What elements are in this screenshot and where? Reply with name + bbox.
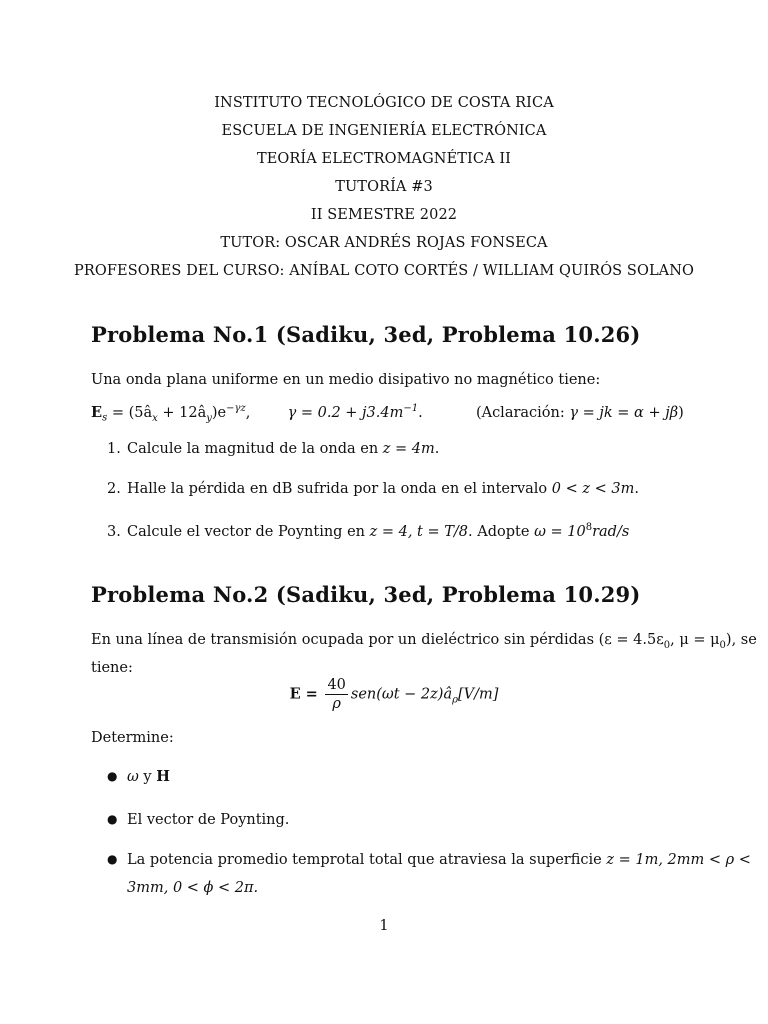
bullet-icon: ● (107, 812, 118, 826)
bullet-icon: ● (107, 852, 118, 866)
header-professors: PROFESORES DEL CURSO: ANÍBAL COTO CORTÉS / WILLIAM QUIRÓS SOLANO (73, 263, 695, 279)
bullet-math: ω (127, 769, 139, 785)
problem2-title: Problema No.2 (Sadiku, 3ed, Problema 10.29) (91, 582, 641, 607)
list-item (107, 522, 629, 540)
document-header (0, 92, 768, 288)
item-number: 2. (107, 481, 121, 497)
item-math-units: rad/s (592, 523, 630, 540)
rho-subscript: ρ (452, 694, 458, 706)
page-number: 1 (379, 918, 389, 934)
bullet-math-continued: 3mm, 0 < ϕ < 2π. (127, 880, 259, 896)
intro-mid: , μ = μ (670, 632, 720, 648)
fraction-denominator: ρ (332, 696, 341, 712)
field-rhs-part3: )e (211, 404, 227, 421)
header-institution: INSTITUTO TECNOLÓGICO DE COSTA RICA (214, 95, 554, 111)
clarification-math: γ = jk = α + jβ (569, 404, 679, 421)
item-tail: . Adopte (468, 523, 535, 540)
field-rhs: = ($5â_x$ + $12â_y)e^{-\gamma z}$, (111, 403, 251, 424)
field-subscript: s (102, 412, 108, 424)
fraction-numerator: 40 (327, 677, 346, 693)
item-number: 1. (107, 441, 121, 457)
bullet-icon: ● (107, 769, 118, 783)
field-exponent: −γz (226, 403, 246, 414)
mu-subscript: 0 (719, 639, 726, 651)
x-sub: x (152, 412, 158, 424)
equation-rhs: sen(ωt − 2z)â (350, 686, 453, 703)
gamma-equation (288, 405, 419, 421)
bullet-text: y (138, 769, 157, 785)
problem2-intro-line2: tiene: (91, 660, 133, 676)
item-tail: . (434, 441, 440, 457)
item-superscript: 8 (585, 522, 593, 533)
header-tutorial: TUTORÍA #3 (335, 179, 433, 195)
y-sub: y (206, 412, 212, 424)
bullet-bold: H (156, 768, 170, 785)
header-semester: II SEMESTRE 2022 (310, 207, 458, 223)
gamma-value: γ = 0.2 + j3.4m (287, 404, 404, 421)
list-item (107, 805, 680, 834)
problem1-equation: $E_s$ = ($5â_x$ + $12â_y)e^{-\gamma z}$, $\gamma = 0.2 + j3.4m^{-1}$. (Aclaración: γ = jk = α + jβ) (91, 403, 684, 424)
bullet-math: z = 1m, 2mm < ρ < (606, 852, 751, 868)
fraction (325, 676, 347, 713)
gamma-exponent: −1 (403, 403, 419, 414)
bullet-text: El vector de Poynting. (127, 812, 290, 828)
list-item (107, 441, 439, 457)
item-math-omega: ω = 10 (534, 523, 586, 540)
intro-text: En una línea de transmisión ocupada por un dieléctrico sin pérdidas (ε = 4.5ε (91, 632, 664, 648)
item-text: Calcule el vector de Poynting en (127, 523, 370, 540)
clarification: (Aclaración: γ = jk = α + jβ) (475, 404, 684, 421)
item-math: 0 < z < 3m (551, 481, 635, 497)
list-item (107, 845, 751, 902)
item-text: Calcule la magnitud de la onda en (127, 441, 383, 457)
field-rhs-part1: = (5â (111, 404, 153, 421)
header-course: TEORÍA ELECTROMAGNÉTICA II (256, 151, 512, 167)
bullet-text: La potencia promedio temprotal total que atraviesa la superficie (127, 852, 607, 868)
item-tail: . (634, 481, 639, 497)
equation-units: [V/m] (457, 686, 499, 703)
problem1-intro: Una onda plana uniforme en un medio disipativo no magnético tiene: (91, 372, 601, 388)
intro-end: ), se (725, 632, 757, 648)
field-rhs-part2: + 12â (157, 404, 207, 421)
header-school: ESCUELA DE INGENIERÍA ELECTRÓNICA (221, 123, 547, 139)
item-number: 3. (107, 523, 121, 540)
item-text: Halle la pérdida en dB sufrida por la onda en el intervalo (127, 481, 552, 497)
problem2-equation (0, 676, 768, 713)
header-tutor: TUTOR: OSCAR ANDRÉS ROJAS FONSECA (220, 235, 548, 251)
list-item (107, 481, 639, 497)
list-item (107, 762, 680, 791)
field-symbol: E (91, 403, 103, 421)
clarification-label: (Aclaración: (475, 404, 570, 421)
epsilon-subscript: 0 (663, 639, 671, 651)
item-math: z = 4, t = T/8 (369, 523, 469, 540)
item-math: z = 4m (382, 441, 435, 457)
equation-lhs: E = (289, 685, 318, 703)
problem1-title: Problema No.1 (Sadiku, 3ed, Problema 10.26) (91, 322, 641, 347)
determine-label: Determine: (91, 730, 174, 746)
